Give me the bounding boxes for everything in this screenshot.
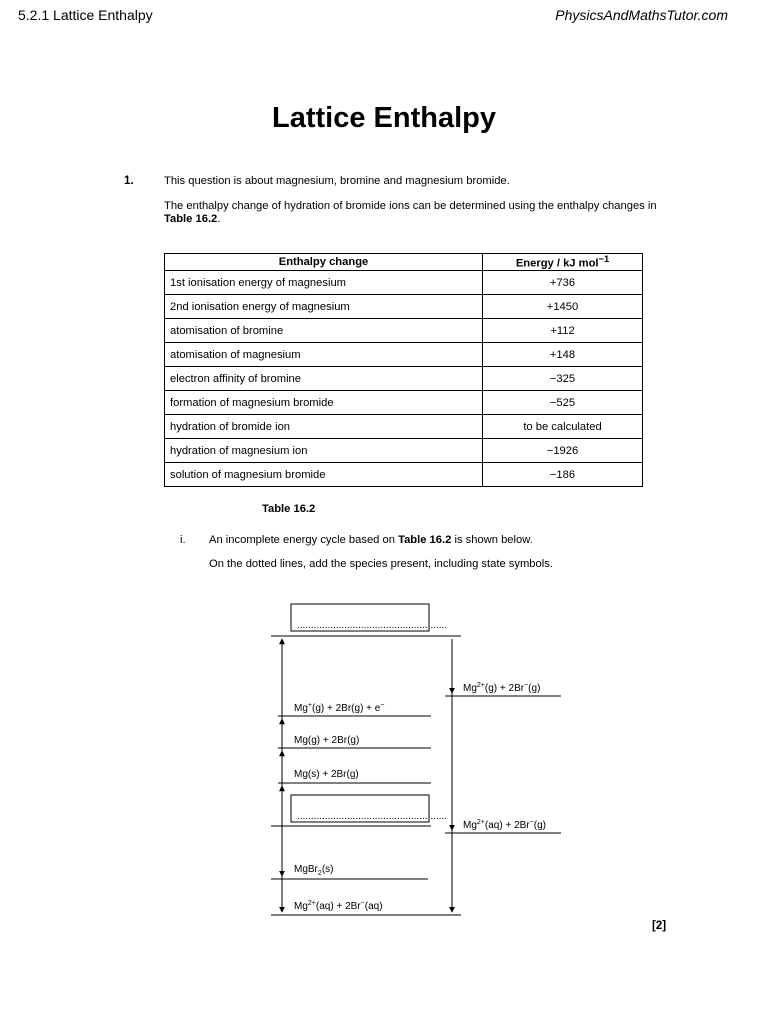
label-right-middle: $Mg^{2+}(aq) + 2Br^-(g)$	[463, 819, 546, 831]
part-numeral: i.	[180, 534, 186, 546]
label-right-top: $Mg^{2+}(g) + 2Br^-(g)$	[463, 682, 541, 694]
cell-change: solution of magnesium bromide	[165, 463, 483, 487]
cell-energy: −325	[483, 367, 643, 391]
label-mgbr2: MgBr$_2$(s)	[294, 864, 334, 877]
cell-energy: +1450	[483, 295, 643, 319]
answer-dots: ......................................................	[297, 620, 448, 631]
paragraph-end: .	[217, 213, 221, 225]
cell-change: electron affinity of bromine	[165, 367, 483, 391]
header-site: PhysicsAndMathsTutor.com	[555, 7, 728, 23]
instruction-table-ref: Table 16.2	[398, 534, 452, 546]
label-bottom: $Mg^{2+}(aq) + 2Br^-(aq)$	[294, 900, 383, 912]
cell-energy: to be calculated	[483, 415, 643, 439]
instruction-end: is shown below.	[451, 534, 533, 546]
cell-energy: −1926	[483, 439, 643, 463]
cell-energy: −186	[483, 463, 643, 487]
cell-change: atomisation of magnesium	[165, 343, 483, 367]
table-caption: Table 16.2	[262, 503, 316, 515]
cell-change: atomisation of bromine	[165, 319, 483, 343]
marks-label: [2]	[652, 920, 667, 932]
energy-unit-exponent: −1	[598, 254, 610, 265]
cell-change: formation of magnesium bromide	[165, 391, 483, 415]
cell-change: 1st ionisation energy of magnesium	[165, 271, 483, 295]
label-mg-plus: Mg+(g) + 2Br(g) + e−	[294, 702, 385, 714]
label-mg-gas: Mg(g) + 2Br(g)	[294, 735, 360, 746]
cell-energy: −525	[483, 391, 643, 415]
cell-change: 2nd ionisation energy of magnesium	[165, 295, 483, 319]
instruction-text: An incomplete energy cycle based on	[209, 534, 399, 546]
cell-energy: +736	[483, 271, 643, 295]
label-mg-solid: Mg(s) + 2Br(g)	[294, 769, 359, 780]
paragraph-table-ref: Table 16.2	[164, 213, 218, 225]
question-intro: This question is about magnesium, bromine and magnesium bromide.	[164, 175, 510, 187]
page-title: Lattice Enthalpy	[272, 102, 496, 134]
cell-energy: +112	[483, 319, 643, 343]
cell-change: hydration of bromide ion	[165, 415, 483, 439]
question-number: 1.	[124, 175, 134, 187]
energy-unit-label: Energy / kJ mol	[515, 257, 599, 270]
header-topic: 5.2.1 Lattice Enthalpy	[18, 7, 153, 23]
part-instruction-2: On the dotted lines, add the species present, including state symbols.	[209, 558, 553, 570]
cell-change: hydration of magnesium ion	[165, 439, 483, 463]
col-header-change: Enthalpy change	[165, 254, 483, 271]
paragraph-text: The enthalpy change of hydration of bromide ions can be determined using the enthalpy changes in	[164, 200, 657, 212]
cell-energy: +148	[483, 343, 643, 367]
answer-box-top[interactable]	[291, 604, 447, 631]
answer-dots: ......................................................	[297, 811, 448, 822]
answer-box-middle[interactable]	[291, 795, 447, 822]
